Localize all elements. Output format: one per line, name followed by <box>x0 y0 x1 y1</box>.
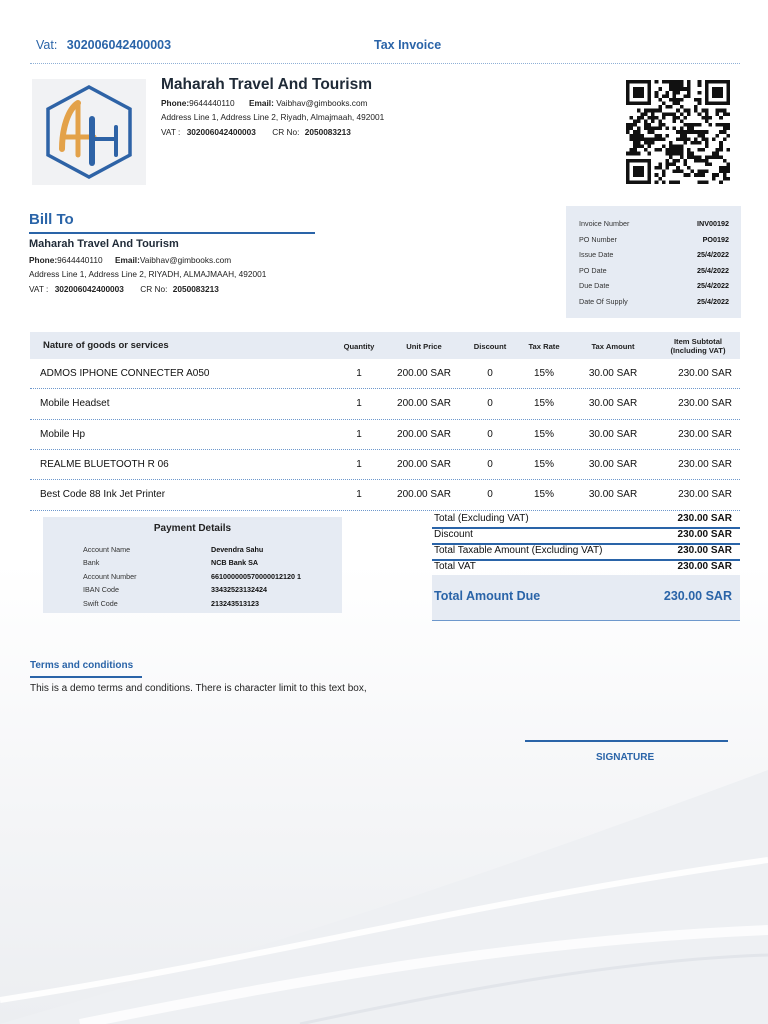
table-row <box>30 480 740 510</box>
document-title: Tax Invoice <box>374 38 442 52</box>
cell-qty: 1 <box>356 458 362 470</box>
buyer-vat: 302006042400003 <box>54 284 124 294</box>
meta-row-due-date <box>579 281 729 290</box>
buyer-vat-label: VAT : <box>29 284 49 294</box>
cell-discount: 0 <box>487 368 493 379</box>
qr-code <box>624 80 732 184</box>
meta-label: Invoice Number <box>579 219 630 228</box>
cell-subtotal: 230.00 SAR <box>678 458 732 470</box>
total-label: Total Taxable Amount (Excluding VAT) <box>434 545 603 556</box>
meta-label: PO Number <box>579 235 617 244</box>
payment-value: 213243513123 <box>211 599 259 608</box>
seller-name: Maharah Travel And Tourism <box>161 76 373 93</box>
cell-unit-price: 200.00 SAR <box>397 489 451 501</box>
cell-tax-amount: 30.00 SAR <box>588 398 638 410</box>
cell-subtotal: 230.00 SAR <box>678 398 732 410</box>
cell-discount: 0 <box>487 458 493 470</box>
total-label: Total VAT <box>434 561 476 572</box>
header-vat <box>36 38 171 52</box>
seller-contact <box>161 98 367 108</box>
meta-value: 25/4/2022 <box>697 250 729 259</box>
cell-item: Mobile Headset <box>40 398 110 410</box>
amount-due-value: 230.00 SAR <box>663 589 732 603</box>
cell-item: ADMOS IPHONE CONNECTER A050 <box>40 368 210 379</box>
payment-label: IBAN Code <box>83 585 119 594</box>
bill-to-underline <box>29 232 315 234</box>
cell-unit-price: 200.00 SAR <box>397 368 451 379</box>
total-value: 230.00 SAR <box>677 529 732 540</box>
cell-unit-price: 200.00 SAR <box>397 428 451 440</box>
col-header-unit-price: Unit Price <box>406 342 442 351</box>
meta-row-po-number <box>579 235 729 244</box>
buyer-phone-label: Phone: <box>29 255 58 265</box>
table-row <box>30 450 740 480</box>
payment-label: Swift Code <box>83 599 118 608</box>
total-value: 230.00 SAR <box>677 513 732 524</box>
cell-discount: 0 <box>487 398 493 410</box>
cell-tax-amount: 30.00 SAR <box>588 428 638 440</box>
cell-subtotal: 230.00 SAR <box>678 428 732 440</box>
col-header-tax-amount: Tax Amount <box>591 342 635 351</box>
cell-tax-rate: 15% <box>533 428 554 440</box>
buyer-name: Maharah Travel And Tourism <box>29 238 179 250</box>
payment-label: Account Name <box>83 545 131 554</box>
col-header-tax-rate: Tax Rate <box>528 342 560 351</box>
cell-unit-price: 200.00 SAR <box>397 458 451 470</box>
table-row <box>30 359 740 389</box>
seller-address: Address Line 1, Address Line 2, Riyadh, Almajmaah, 492001 <box>161 112 385 122</box>
meta-row-date-of-supply <box>579 297 729 306</box>
meta-value: 25/4/2022 <box>697 297 729 306</box>
invoice-meta-panel <box>566 206 741 318</box>
meta-label: Issue Date <box>579 250 614 259</box>
seller-phone-label: Phone: <box>161 98 190 108</box>
meta-row-po-date <box>579 266 729 275</box>
seller-email-label: Email: <box>248 98 274 108</box>
cell-item: REALME BLUETOOTH R 06 <box>40 458 169 470</box>
seller-phone: 9644440110 <box>189 98 235 108</box>
total-label: Total (Excluding VAT) <box>434 513 529 524</box>
cell-tax-rate: 15% <box>533 458 554 470</box>
meta-value: 25/4/2022 <box>697 281 729 290</box>
cell-item: Best Code 88 Ink Jet Printer <box>40 489 166 501</box>
seller-ids <box>161 127 351 137</box>
meta-value: PO0192 <box>702 235 729 244</box>
meta-label: Date Of Supply <box>579 297 628 306</box>
col-header-item: Nature of goods or services <box>43 340 169 351</box>
items-table-header <box>30 332 740 359</box>
cell-discount: 0 <box>487 428 493 440</box>
cell-tax-rate: 15% <box>533 489 554 501</box>
payment-details-panel <box>43 517 342 613</box>
buyer-ids <box>29 284 219 294</box>
col-header-subtotal <box>660 337 736 355</box>
cell-qty: 1 <box>356 398 362 410</box>
logo-hexagon-icon <box>32 79 146 185</box>
payment-value: Devendra Sahu <box>211 545 264 554</box>
terms-text: This is a demo terms and conditions. There is character limit to this text box, <box>30 683 367 694</box>
meta-label: Due Date <box>579 281 610 290</box>
header-vat-value: 302006042400003 <box>66 38 172 52</box>
cell-tax-rate: 15% <box>533 368 554 379</box>
col-header-discount: Discount <box>473 342 507 351</box>
buyer-cr-label: CR No: <box>140 284 168 294</box>
cell-qty: 1 <box>356 368 362 379</box>
total-label: Discount <box>434 529 473 540</box>
cell-unit-price: 200.00 SAR <box>397 398 451 410</box>
cell-item: Mobile Hp <box>40 428 86 440</box>
header-vat-label: Vat: <box>36 38 58 52</box>
company-logo <box>32 79 146 185</box>
col-header-subtotal-line1: Item Subtotal <box>673 337 723 346</box>
header-divider <box>30 63 740 64</box>
meta-row-issue-date <box>579 250 729 259</box>
table-row <box>30 389 740 419</box>
signature-label: SIGNATURE <box>596 752 655 763</box>
seller-cr-label: CR No: <box>272 127 300 137</box>
meta-value: INV00192 <box>697 219 729 228</box>
cell-discount: 0 <box>487 489 493 501</box>
buyer-email-label: Email: <box>114 255 140 265</box>
table-row <box>30 420 740 450</box>
cell-qty: 1 <box>356 428 362 440</box>
seller-email: Vaibhav@gimbooks.com <box>276 98 368 108</box>
total-value: 230.00 SAR <box>677 561 732 572</box>
terms-underline <box>30 676 142 678</box>
seller-cr: 2050083213 <box>304 127 351 137</box>
seller-vat-label: VAT : <box>161 127 181 137</box>
col-header-subtotal-line2: (Including VAT) <box>670 346 726 355</box>
seller-vat: 302006042400003 <box>186 127 256 137</box>
cell-tax-amount: 30.00 SAR <box>588 368 638 379</box>
row-divider <box>30 510 740 511</box>
meta-row-invoice-number <box>579 219 729 228</box>
cell-tax-amount: 30.00 SAR <box>588 489 638 501</box>
terms-title: Terms and conditions <box>30 660 134 671</box>
col-header-qty: Quantity <box>343 342 375 351</box>
amount-due-label: Total Amount Due <box>434 589 541 603</box>
payment-value: NCB Bank SA <box>211 558 259 567</box>
payment-label: Account Number <box>83 572 137 581</box>
buyer-phone: 9644440110 <box>57 255 103 265</box>
meta-label: PO Date <box>579 266 607 275</box>
payment-details-title: Payment Details <box>153 523 232 534</box>
signature-line <box>525 740 728 742</box>
payment-value: 661000000570000012120 1 <box>211 572 301 581</box>
buyer-contact <box>29 255 231 265</box>
cell-subtotal: 230.00 SAR <box>678 368 732 379</box>
buyer-cr: 2050083213 <box>172 284 219 294</box>
buyer-email: Vaibhav@gimbooks.com <box>139 255 232 265</box>
buyer-address: Address Line 1, Address Line 2, RIYADH, ALMAJMAAH, 492001 <box>29 269 267 279</box>
cell-tax-amount: 30.00 SAR <box>588 458 638 470</box>
payment-label: Bank <box>83 558 100 567</box>
amount-due-panel <box>432 575 740 621</box>
cell-qty: 1 <box>356 489 362 501</box>
cell-subtotal: 230.00 SAR <box>678 489 732 501</box>
cell-tax-rate: 15% <box>533 398 554 410</box>
total-value: 230.00 SAR <box>677 545 732 556</box>
bill-to-heading: Bill To <box>29 211 74 228</box>
payment-value: 33432523132424 <box>211 585 267 594</box>
meta-value: 25/4/2022 <box>697 266 729 275</box>
